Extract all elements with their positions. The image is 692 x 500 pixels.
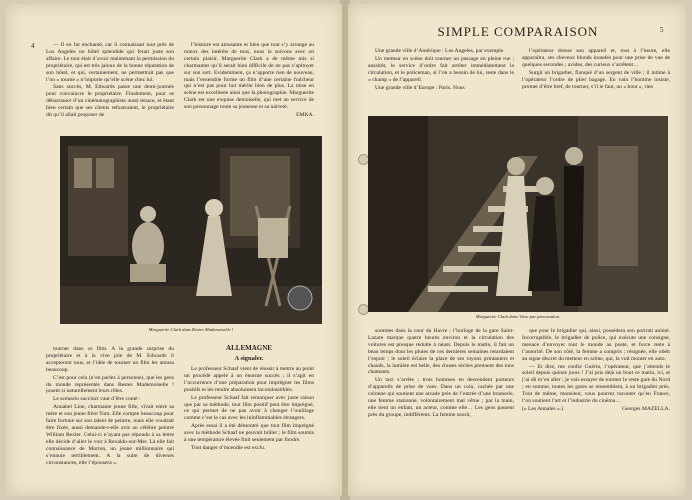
paragraph: l’histoire est amusante et bien que tout s’y arrange au mieux des intérêts de tous, nous la suivons avec un certain plaisir. Marguerite Clark a de même mis si charmantes qu’il serait bien difficile de ne pas s’apitoyer sur son sort. Evidemment, ça n’apporte rien de nouveau, mais l’ensemble forme un film d’une certaine fraîcheur qui n’est pas pour but mérite bien de plus. La mise en scène est excellente ainsi que la photographie. Marguerite Clark est une exquise demoiselle, qui met au service de son personnage toute sa jeunesse et sa naïveté.	[184, 42, 314, 111]
photo-caption-right: Marguerite Clark dans Vivre par procuration.	[475, 314, 561, 319]
page-number-right: 5	[660, 26, 664, 34]
paragraph: Un taxi s’arrête ; trois hommes en descendent porteurs d’appareils de prise de vues. Dans un coin, cachée par une colonne qui soutient une arcade près de l’entrée d’une brasserie, une femme stationne, volontairement mal vêtue ; par la main, elle tient un enfant, un acteur, comme elle… Les gens passent près du groupe, indifférents. La femme sourit,	[368, 377, 514, 418]
article-title: SIMPLE COMPARAISON	[437, 24, 599, 39]
section-title: ALLEMAGNE	[226, 344, 272, 352]
right-column-3	[368, 328, 514, 478]
paragraph: tourner dans ce film. A la grande surprise du propriétaire et à la vive joie de M. Edwards il accepteront tous, et l’idée de tourner un film les amusa beaucoup.	[46, 346, 174, 373]
paragraph: — Et dire, me confie Guérin, l’opérateur, que j’attends le soleil depuis quinze jours ! J’ai pris déjà un bout ce matin, ici, et j’ai dû m’en aller ; je vais essayer de tourner le reste gare du Nord ; en somme, toutes les gares se ressemblent, à un brigadier près. Tout de même, monsieur, vous pourrez raconter qu’en France, l’on soutient l’art et l’industrie du cinéma…	[522, 363, 670, 405]
film-still-image	[368, 116, 668, 312]
right-column-2	[522, 48, 670, 116]
left-page	[6, 4, 342, 496]
paragraph: Une grande ville d’Amérique : Los Angeles, par exemple.	[375, 48, 505, 54]
source-line	[522, 406, 670, 413]
paragraph: Le professeur Schaaf vient de réussir à mettre au point un procédé appelé à un énorme succès ; il s’agit en l’occurrence d’une préparation pour imprégner les films positifs et les rendre absolument incombustibles.	[184, 366, 314, 393]
left-column-2	[184, 42, 314, 134]
paragraph: Sans succès, M. Edwards passe une demi-journée pour convaincre le propriétaire. Finalement, pour se débarrasser d’un cinématographiste aussi tenace, et étant bien certain que ses clients refuseraient, le propriétaire dit qu’il allait proposer de	[46, 84, 174, 119]
section-subtitle: A signaler.	[234, 355, 264, 362]
paragraph: Surgit un brigadier, flanqué d’un sergent de ville ; il intime à l’opérateur l’ordre de plier bagage. En vain l’homme insiste, promet d’être bref, de tourner, s’il le faut, un « bout », rien	[522, 69, 670, 90]
film-still-photo-left	[60, 136, 322, 324]
paragraph: que pour le brigadier qui, ainsi, possédera son portrait animé. Incorruptible, le brigadier de police, qui exécute une consigne, menace d’envoyer tout le monde au poste, et force reste à l’autorité. De son côté, la femme a compris ; résignée, elle obéit au signe discret du metteur en scène, qui, la voit monter en auto.	[522, 328, 670, 362]
film-still-photo-right	[368, 116, 668, 312]
paragraph: Tout danger d’incendie est exclu.	[191, 444, 266, 451]
paragraph: Une grande ville d’Europe : Paris. Nous	[375, 84, 465, 91]
paragraph: C’est pour cela (n’en parlez à personne), que les gens du monde représentés dans Restes Mademoiselle ! jouent si naturellement leurs rôles.	[46, 374, 174, 395]
right-column-4	[522, 328, 670, 478]
paragraph: Le scénario succinct vaut d’être conté :	[53, 396, 141, 403]
paragraph: — Il en fut enchanté, car il connaissait tout près de Los Angeles un hôtel splendide qui ferait juste son affaire. Le tout était d’avoir maintenant la permission du propriétaire, qui est très jaloux de la bonne réputation de son hôtel, et qui, certainement, ne permettrait pas que l’on « tourne » n’importe qu’elle scène chez lui.	[46, 42, 174, 83]
right-column-1	[368, 48, 514, 116]
author-signature: Georges MAZELLA.	[621, 405, 670, 412]
paragraph: Annabel Line, charmante jeune fille, vivait entre sa mère et son jeune frère Tom. Elle compte beaucoup pour faire fortune sur son talent de peintre, mais elle voudrait être fixée, aussi demande-t-elle avis au célèbre peintre William Rexier. Celui-ci n’ayant pas répondu à sa lettre elle décide d’aller le voir à Rexaldo-sur-Mer. Là elle fait connaissance de Morton, un jeune millionnaire qui s’ennuie terriblement. A la suite de diverses circonstances, elle l’épousera ».	[46, 404, 174, 466]
paragraph: l’opérateur dresse son appareil et, tout à l’heure, elle apparaîtra, ses cheveux blonds inondés pour une prise de vue de quelques secondes ; avides, des curieux s’arrêtent…	[522, 48, 670, 68]
left-column-4	[184, 366, 314, 481]
source-citation: (« Les Annales ».)	[522, 405, 564, 412]
left-column-3	[46, 346, 174, 481]
paragraph: sommes dans la cour du Havre ; l’horloge de la gare Saint-Lazare marque quatre heures environ et la circulation des voitures est presque réduite à néant. Depuis le matin, il fait un beau temps dont les pluies de ces dernières semaines retardaient l’espoir ; le soleil éclaire la place de ses rayons printaniers et chauds, la lumière est belle, des choses sèches prennent des tons chantants.	[368, 328, 514, 376]
paragraph: Le professeur Schaaf fait remarquer avec juste raison que par sa méthode, tout film positif peut être imprégné, ce qui permet de ne pas avoir à changer l’outillage comme c’est le cas avec les ininflammables étrangers.	[184, 394, 314, 422]
paragraph: Un metteur en scène doit tourner un passage en pleine rue ; aussitôt, le service d’ordre fait arrêter immédiatement la circulation, et le policeman, si l’on a besoin de lui, reste dans le « champ » de l’appareil.	[368, 55, 514, 83]
left-column-1	[46, 42, 174, 134]
film-still-image	[60, 136, 322, 324]
right-page	[348, 4, 686, 496]
page-number-left: 4	[31, 42, 35, 50]
photo-caption-left: Marguerite Clark dans Restes Mademoiselle !	[148, 327, 234, 332]
paragraph: Après essai il a été démontré que tout film imprégné avec la méthode Schaaf ne pouvait brûler ; le film soumis à une température élevée finit seulement par fondre.	[184, 423, 314, 444]
signature: EMKA.	[296, 112, 314, 119]
